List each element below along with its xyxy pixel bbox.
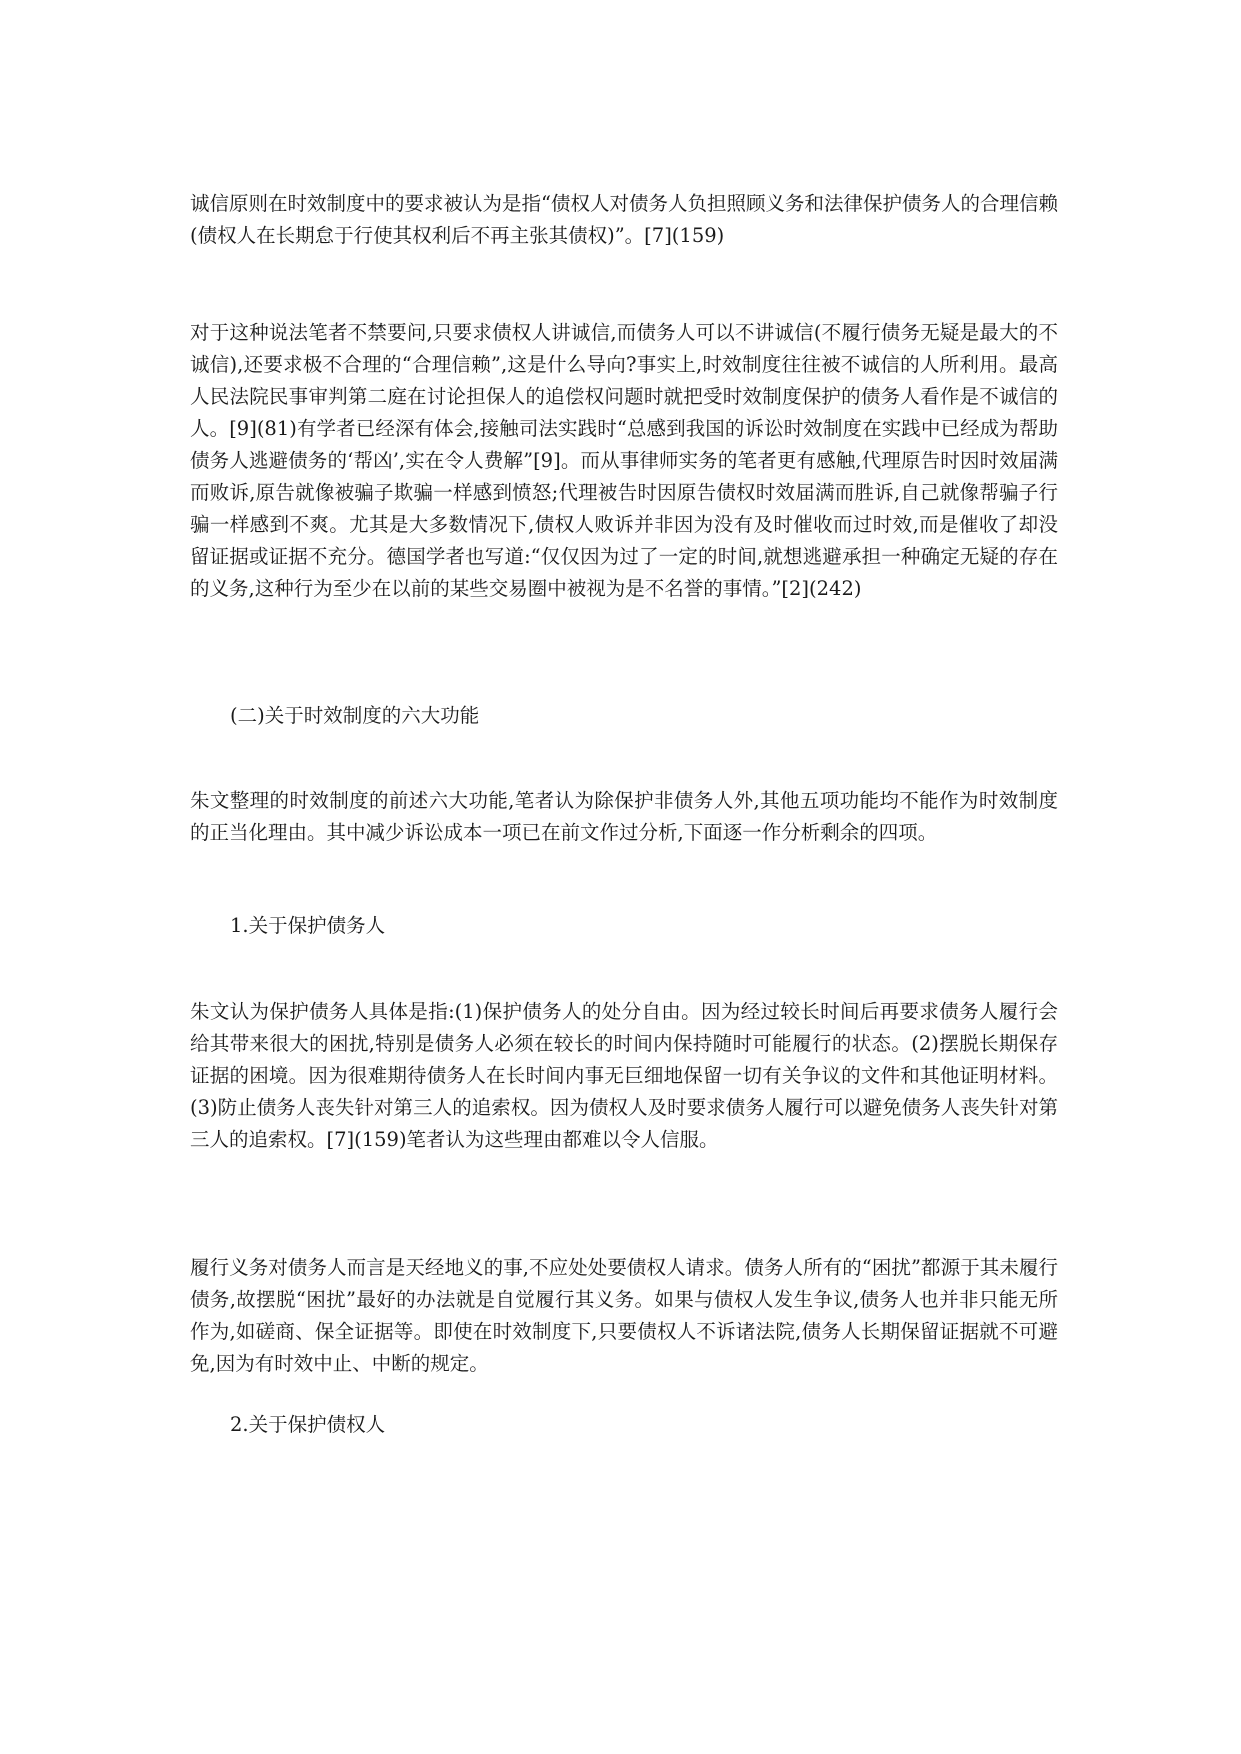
paragraph-protect-debtor-details: 朱文认为保护债务人具体是指:(1)保护债务人的处分自由。因为经过较长时间后再要求债务人履行会给其带来很大的困扰,特别是债务人必须在较长的时间内保持随时可能履行的状态。(2)摆脱长期保存证据的困境。因为很难期待债务人在长时间内事无巨细地保留一切有关争议的文件和其他证明材料。(3)防止债务人丧失针对第三人的追索权。因为债权人及时要求债务人履行可以避免债务人丧失针对第三人的追索权。[7](159)笔者认为这些理由都难以令人信服。: [190, 1000, 1058, 1151]
subheading-protect-creditor: 2.关于保护债权人: [230, 1413, 386, 1436]
section-heading-six-functions: (二)关于时效制度的六大功能: [230, 704, 480, 727]
paragraph-good-faith-principle: 诚信原则在时效制度中的要求被认为是指“债权人对债务人负担照顾义务和法律保护债务人的合理信赖(债权人在长期怠于行使其权利后不再主张其债权)”。[7](159): [190, 192, 1058, 247]
subheading-protect-debtor: 1.关于保护债务人: [230, 914, 386, 937]
paragraph-six-functions-intro: 朱文整理的时效制度的前述六大功能,笔者认为除保护非债务人外,其他五项功能均不能作为时效制度的正当化理由。其中减少诉讼成本一项已在前文作过分析,下面逐一作分析剩余的四项。: [190, 789, 1058, 844]
paragraph-debtor-obligation: 履行义务对债务人而言是天经地义的事,不应处处要债权人请求。债务人所有的“困扰”都源于其未履行债务,故摆脱“困扰”最好的办法就是自觉履行其义务。如果与债权人发生争议,债务人也并非只能无所作为,如磋商、保全证据等。即使在时效制度下,只要债权人不诉诸法院,债务人长期保留证据就不可避免,因为有时效中止、中断的规定。: [190, 1256, 1058, 1375]
paragraph-author-rebuttal: 对于这种说法笔者不禁要问,只要求债权人讲诚信,而债务人可以不讲诚信(不履行债务无疑是最大的不诚信),还要求极不合理的“合理信赖”,这是什么导向?事实上,时效制度往往被不诚信的人所利用。最高人民法院民事审判第二庭在讨论担保人的追偿权问题时就把受时效制度保护的债务人看作是不诚信的人。[9](81)有学者已经深有体会,接触司法实践时“总感到我国的诉讼时效制度在实践中已经成为帮助债务人逃避债务的‘帮凶’,实在令人费解”[9]。而从事律师实务的笔者更有感触,代理原告时因时效届满而败诉,原告就像被骗子欺骗一样感到愤怒;代理被告时因原告债权时效届满而胜诉,自己就像帮骗子行骗一样感到不爽。尤其是大多数情况下,债权人败诉并非因为没有及时催收而过时效,而是催收了却没留证据或证据不充分。德国学者也写道:“仅仅因为过了一定的时间,就想逃避承担一种确定无疑的存在的义务,这种行为至少在以前的某些交易圈中被视为是不名誉的事情。”[2](242): [190, 321, 1058, 600]
